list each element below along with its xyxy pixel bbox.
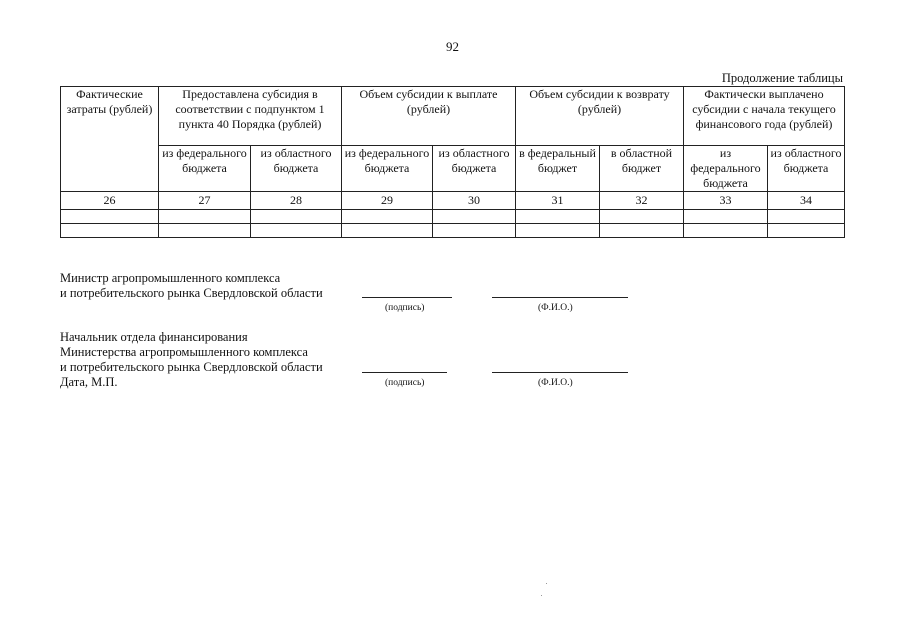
name-caption: (Ф.И.О.) <box>538 378 573 388</box>
empty-cell <box>600 210 684 224</box>
empty-cell <box>768 224 845 238</box>
signature-block-minister <box>60 271 323 301</box>
empty-cell <box>433 224 516 238</box>
empty-cell <box>251 224 342 238</box>
subheader-cell: из федерального бюджета <box>159 146 251 192</box>
subheader-cell: в областной бюджет <box>600 146 684 192</box>
table-row <box>61 210 845 224</box>
column-number: 33 <box>684 192 768 210</box>
table-row <box>61 224 845 238</box>
subheader-cell: из областного бюджета <box>768 146 845 192</box>
column-number: 31 <box>516 192 600 210</box>
empty-cell <box>433 210 516 224</box>
column-number: 32 <box>600 192 684 210</box>
signature-line <box>362 372 447 373</box>
signature-caption: (подпись) <box>385 303 425 313</box>
signature-line <box>362 297 452 298</box>
empty-cell <box>159 210 251 224</box>
signatory-title-line: Начальник отдела финансирования <box>60 330 248 344</box>
signatory-title-line: Министерства агропромышленного комплекса <box>60 345 308 359</box>
header-row-sub <box>61 146 845 192</box>
header-subsidy-to-return: Объем субсидии к возврату (рублей) <box>516 87 684 146</box>
subheader-cell: из областного бюджета <box>251 146 342 192</box>
column-number: 29 <box>342 192 433 210</box>
signatory-title-line: и потребительского рынка Свердловской области <box>60 286 323 300</box>
empty-cell <box>516 224 600 238</box>
continuation-label: Продолжение таблицы <box>721 71 843 85</box>
name-line <box>492 372 628 373</box>
page-number: 92 <box>446 39 459 54</box>
report-table <box>60 86 845 238</box>
signatory-title-line: Министр агропромышленного комплекса <box>60 271 281 285</box>
empty-cell <box>600 224 684 238</box>
subheader-cell: из федерального бюджета <box>684 146 768 192</box>
column-number: 30 <box>433 192 516 210</box>
column-number: 27 <box>159 192 251 210</box>
empty-cell <box>61 210 159 224</box>
empty-cell <box>159 224 251 238</box>
scan-speck <box>546 583 547 584</box>
empty-cell <box>516 210 600 224</box>
subheader-cell: из федерального бюджета <box>342 146 433 192</box>
signature-block-head <box>60 330 323 390</box>
signatory-title-line: и потребительского рынка Свердловской области <box>60 360 323 374</box>
date-stamp-line: Дата, М.П. <box>60 375 118 389</box>
empty-cell <box>342 224 433 238</box>
column-number: 28 <box>251 192 342 210</box>
column-number: 26 <box>61 192 159 210</box>
empty-cell <box>61 224 159 238</box>
empty-cell <box>768 210 845 224</box>
empty-cell <box>684 210 768 224</box>
header-actual-costs: Фактические затраты (рублей) <box>61 87 159 192</box>
empty-cell <box>251 210 342 224</box>
header-subsidy-to-pay: Объем субсидии к выплате (рублей) <box>342 87 516 146</box>
column-number-row <box>61 192 845 210</box>
header-provided-subsidy: Предоставлена субсидия в соответствии с подпунктом 1 пункта 40 Порядка (рублей) <box>159 87 342 146</box>
name-line <box>492 297 628 298</box>
subheader-cell: в федеральный бюджет <box>516 146 600 192</box>
empty-cell <box>342 210 433 224</box>
column-number: 34 <box>768 192 845 210</box>
header-actually-paid: Фактически выплачено субсидии с начала текущего финансового года (рублей) <box>684 87 845 146</box>
empty-cell <box>684 224 768 238</box>
scan-speck <box>541 595 542 596</box>
signature-caption: (подпись) <box>385 378 425 388</box>
header-row-top <box>61 87 845 146</box>
subheader-cell: из областного бюджета <box>433 146 516 192</box>
name-caption: (Ф.И.О.) <box>538 303 573 313</box>
